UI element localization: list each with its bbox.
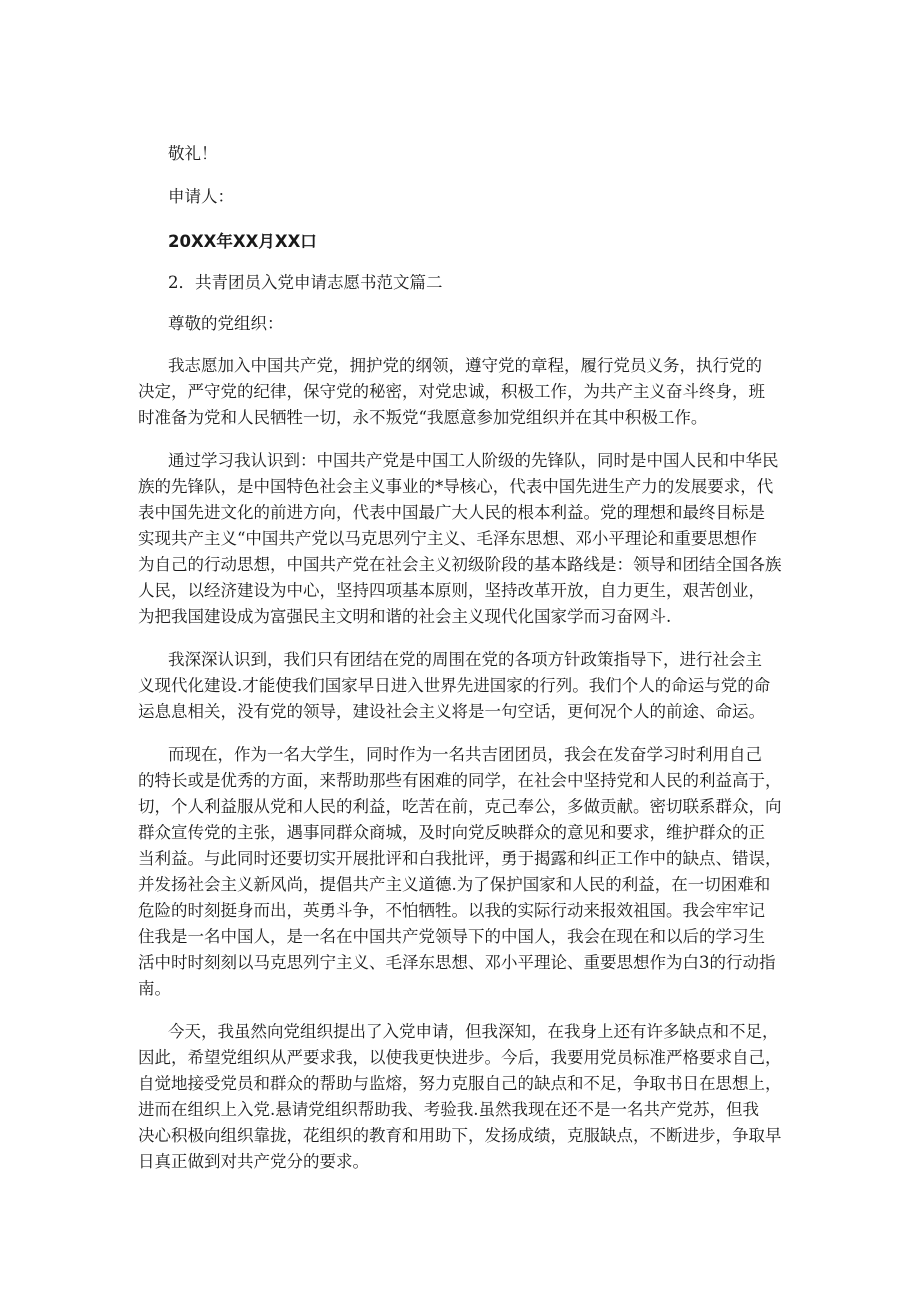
paragraph-line: 自觉地接受党员和群众的帮助与监熔，努力克服自己的缺点和不足，争取书日在思想上， — [138, 1074, 782, 1093]
paragraph-line: 日真正做到对共产党分的要求。 — [138, 1152, 369, 1171]
paragraph-line: 我深深认识到，我们只有团结在党的周围在党的各项方针政策指导下，进行社会主 — [168, 650, 762, 669]
paragraph-line: 通过学习我认识到：中国共产党是中国工人阶级的先锋队，同时是中国人民和中华民 — [168, 451, 779, 470]
paragraph-line: 今天，我虽然向党组织提出了入党申请，但我深知，在我身上还有许多缺点和不足， — [168, 1022, 779, 1041]
paragraph-line: 人民，以经济建设为中心，坚持四项基本原则，坚持改革开放，自力更生，艰苦创业， — [138, 581, 765, 600]
paragraph-2 — [138, 448, 790, 630]
paragraph-line: 表中国先进文化的前进方向，代表中国最广大人民的根本利益。党的理想和最终目标是 — [138, 503, 765, 522]
paragraph-5 — [138, 1019, 790, 1175]
paragraph-line: 因此，希望党组织从严要求我，以使我更快进步。今后，我要用党员标准严格要求自己， — [138, 1048, 782, 1067]
section-heading: 2．共青团员入党申请志愿书范文篇二 — [168, 273, 443, 292]
paragraph-1 — [138, 353, 790, 431]
paragraph-line: 切，个人利益服从党和人民的利益，吃苦在前，克己奉公，多做贡献。密切联系群众，向 — [138, 797, 782, 816]
paragraph-line: 住我是一名中国人，是一名在中国共产党领导下的中国人，我会在现在和以后的学习生 — [138, 927, 765, 946]
paragraph-line: 危险的时刻挺身而出，英勇斗争，不怕牺牲。以我的实际行动来报效祖国。我会牢牢记 — [138, 901, 765, 920]
paragraph-4 — [138, 742, 790, 1002]
paragraph-line: 决定，严守党的纪律，保守党的秘密，对党忠诚，积极工作，为共产主义奋斗终身，班 — [138, 382, 765, 401]
paragraph-line: 当利益。与此同时还要切实开展批评和白我批评，勇于揭露和纠正工作中的缺点、错误， — [138, 849, 782, 868]
document-page — [138, 140, 790, 1192]
paragraph-line: 而现在，作为一名大学生，同时作为一名共吉团团员，我会在发奋学习时利用自己 — [168, 745, 762, 764]
salutation: 敬礼！ — [168, 144, 218, 163]
paragraph-line: 为把我国建设成为富强民主文明和谐的社会主义现代化国家学而习奋网斗. — [138, 607, 672, 626]
date-line: 20XX年XX月XX口 — [168, 232, 317, 251]
paragraph-line: 为自己的行动思想，中国共产党在社会主义初级阶段的基本路线是：领导和团结全国各族 — [138, 555, 782, 574]
paragraph-line: 进而在组织上入党.悬请党组织帮助我、考验我.虽然我现在还不是一名共产党苏，但我 — [138, 1100, 759, 1119]
paragraph-line: 实现共产主义“中国共产党以马克思列宁主义、毛泽东思想、邓小平理论和重要思想作 — [138, 529, 757, 548]
paragraph-line: 义现代化建设.才能使我们国家早日进入世界先进国家的行列。我们个人的命运与党的命 — [138, 676, 771, 695]
paragraph-line: 族的先锋队，是中国特色社会主义事业的*导核心，代表中国先进生产力的发展要求，代 — [138, 477, 774, 496]
paragraph-line: 南。 — [138, 979, 171, 998]
paragraph-line: 群众宣传党的主张，遇事同群众商城，及时向党反映群众的意见和要求，维护群众的正 — [138, 823, 765, 842]
paragraph-line: 时准备为党和人民牺牲一切，永不叛党“我愿意参加党组织并在其中积极工作。 — [138, 408, 708, 427]
paragraph-3 — [138, 647, 790, 725]
applicant-label: 申请人： — [168, 187, 234, 206]
paragraph-line: 决心积极向组织靠拢，花组织的教育和用助下，发扬成绩，克服缺点，不断进步，争取早 — [138, 1126, 782, 1145]
paragraph-line: 的特长或是优秀的方面，来帮助那些有困难的同学，在社会中坚持党和人民的利益高于， — [138, 771, 782, 790]
paragraph-line: 并发扬社会主义新风尚，提倡共产主义道德.为了保护国家和人民的利益，在一切困难和 — [138, 875, 771, 894]
greeting-line: 尊敬的党组织： — [168, 314, 284, 333]
paragraph-line: 运息息相关，没有党的领导，建设社会主义将是一句空话，更何况个人的前途、命运。 — [138, 702, 765, 721]
paragraph-line: 活中时时刻刻以马克思列宁主义、毛泽东思想、邓小平理论、重要思想作为白3的行动指 — [138, 953, 776, 972]
paragraph-line: 我志愿加入中国共产党，拥护党的纲领，遵守党的章程，履行党员义务，执行党的 — [168, 356, 762, 375]
